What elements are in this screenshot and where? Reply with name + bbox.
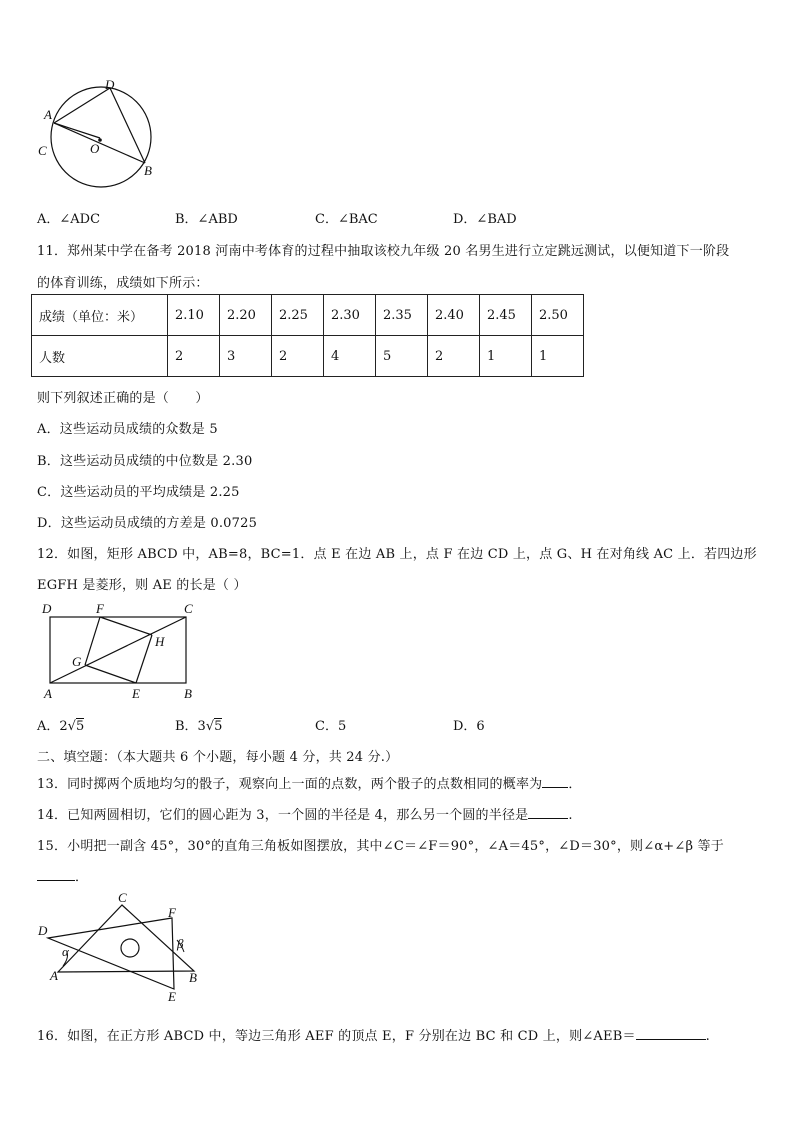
label-D: D [42, 601, 52, 616]
q13-end: ． [568, 777, 582, 792]
triangle-boards-figure [34, 892, 204, 1007]
q10-option-d: D．∠BAD [453, 212, 517, 227]
option-prefix: A．2 [37, 719, 68, 734]
answer-blank[interactable] [542, 775, 568, 788]
q16-text: 16．如图，在正方形 ABCD 中，等边三角形 AEF 的顶点 E，F 分别在边 BC 和 CD 上，则∠AEB＝ [37, 1029, 636, 1044]
q14-end: . [568, 808, 573, 823]
q12-stem-line1: 12．如图，矩形 ABCD 中，AB=8，BC=1．点 E 在边 AB 上，点 F 在边 CD 上，点 G、H 在对角线 AC 上．若四边形 [37, 547, 757, 562]
section-heading: 二、填空题：（本大题共 6 个小题，每小题 4 分，共 24 分.） [37, 750, 399, 765]
q16-end: . [705, 1029, 711, 1044]
q11-option-a: A．这些运动员成绩的众数是 5 [37, 422, 218, 437]
label-B: B [184, 686, 192, 701]
table-cell: 2.45 [480, 295, 532, 336]
table-cell: 4 [324, 336, 376, 377]
q10-option-b: B．∠ABD [175, 212, 238, 227]
q15-line2 [37, 866, 88, 885]
label-A: A [44, 686, 52, 701]
q15-text: 15．小明把一副含 45°，30°的直角三角板如图摆放，其中∠C＝∠F＝90°，∠A＝45°，∠D＝30°，则∠α+∠β 等于 [37, 839, 724, 854]
table-cell: 2.35 [376, 295, 428, 336]
label-alpha: α [62, 944, 69, 959]
circle-figure [30, 78, 165, 198]
table-row [32, 336, 584, 377]
table-row [32, 295, 584, 336]
q16 [37, 1025, 710, 1044]
sqrt-sign: √ [205, 719, 215, 734]
answer-blank[interactable] [636, 1027, 706, 1040]
q12-option-b [175, 715, 222, 734]
q13-text: 13．同时掷两个质地均匀的骰子，观察向上一面的点数，两个骰子的点数相同的概率为 [37, 777, 543, 792]
table-cell: 2 [168, 336, 220, 377]
table-header-score: 成绩（单位：米） [32, 295, 168, 336]
table-cell: 1 [480, 336, 532, 377]
radicand: 5 [75, 719, 85, 734]
q12-option-a [37, 715, 84, 734]
q11-stem-line2: 的体育训练，成绩如下所示： [37, 276, 209, 291]
q13 [37, 773, 582, 792]
label-A: A [44, 107, 52, 122]
radicand: 5 [214, 719, 223, 734]
q15-end: ． [75, 870, 89, 885]
table-cell: 2.40 [428, 295, 480, 336]
q12-option-c: C．5 [315, 719, 347, 734]
label-B: B [189, 970, 197, 985]
q10-option-c: C．∠BAC [315, 212, 378, 227]
table-cell: 3 [220, 336, 272, 377]
table-cell: 2.10 [168, 295, 220, 336]
label-C: C [38, 143, 47, 158]
q12-option-d: D．6 [453, 719, 485, 734]
q11-question: 则下列叙述正确的是（ ） [37, 391, 209, 406]
label-beta: β [177, 936, 184, 951]
label-C: C [184, 601, 193, 616]
label-E: E [132, 686, 140, 701]
label-O: O [90, 141, 100, 156]
table-cell: 2.20 [220, 295, 272, 336]
q14-text: 14．已知两圆相切，它们的圆心距为 3，一个圆的半径是 4，那么另一个圆的半径是 [37, 808, 529, 823]
q11-option-b: B．这些运动员成绩的中位数是 2.30 [37, 454, 253, 469]
answer-blank[interactable] [528, 806, 568, 819]
table-cell: 2.25 [272, 295, 324, 336]
table-cell: 2 [272, 336, 324, 377]
answer-blank[interactable] [37, 868, 75, 881]
rectangle-rhombus-figure [38, 600, 208, 705]
label-E: E [168, 989, 176, 1004]
label-D: D [105, 78, 115, 92]
label-H: H [155, 634, 165, 649]
score-table [31, 294, 584, 377]
table-cell: 2 [428, 336, 480, 377]
label-B: B [144, 163, 152, 178]
label-D: D [38, 923, 48, 938]
label-A: A [50, 968, 58, 983]
q14 [37, 804, 573, 823]
table-cell: 2.50 [532, 295, 584, 336]
q11-option-d: D．这些运动员成绩的方差是 0.0725 [37, 516, 258, 531]
q11-stem-line1: 11．郑州某中学在备考 2018 河南中考体育的过程中抽取该校九年级 20 名男生进行立定跳远测试，以便知道下一阶段 [37, 244, 730, 259]
table-cell: 1 [532, 336, 584, 377]
table-header-count: 人数 [32, 336, 168, 377]
label-G: G [72, 654, 82, 669]
table-cell: 2.30 [324, 295, 376, 336]
sqrt-sign: √ [67, 719, 76, 734]
label-F: F [168, 905, 176, 920]
option-prefix: B．3 [175, 719, 206, 734]
q10-option-a: A．∠ADC [37, 212, 101, 227]
table-cell: 5 [376, 336, 428, 377]
q11-option-c: C．这些运动员的平均成绩是 2.25 [37, 485, 240, 500]
label-F: F [96, 601, 104, 616]
q12-stem-line2: EGFH 是菱形，则 AE 的长是（ ） [37, 578, 247, 593]
label-C: C [118, 892, 127, 905]
